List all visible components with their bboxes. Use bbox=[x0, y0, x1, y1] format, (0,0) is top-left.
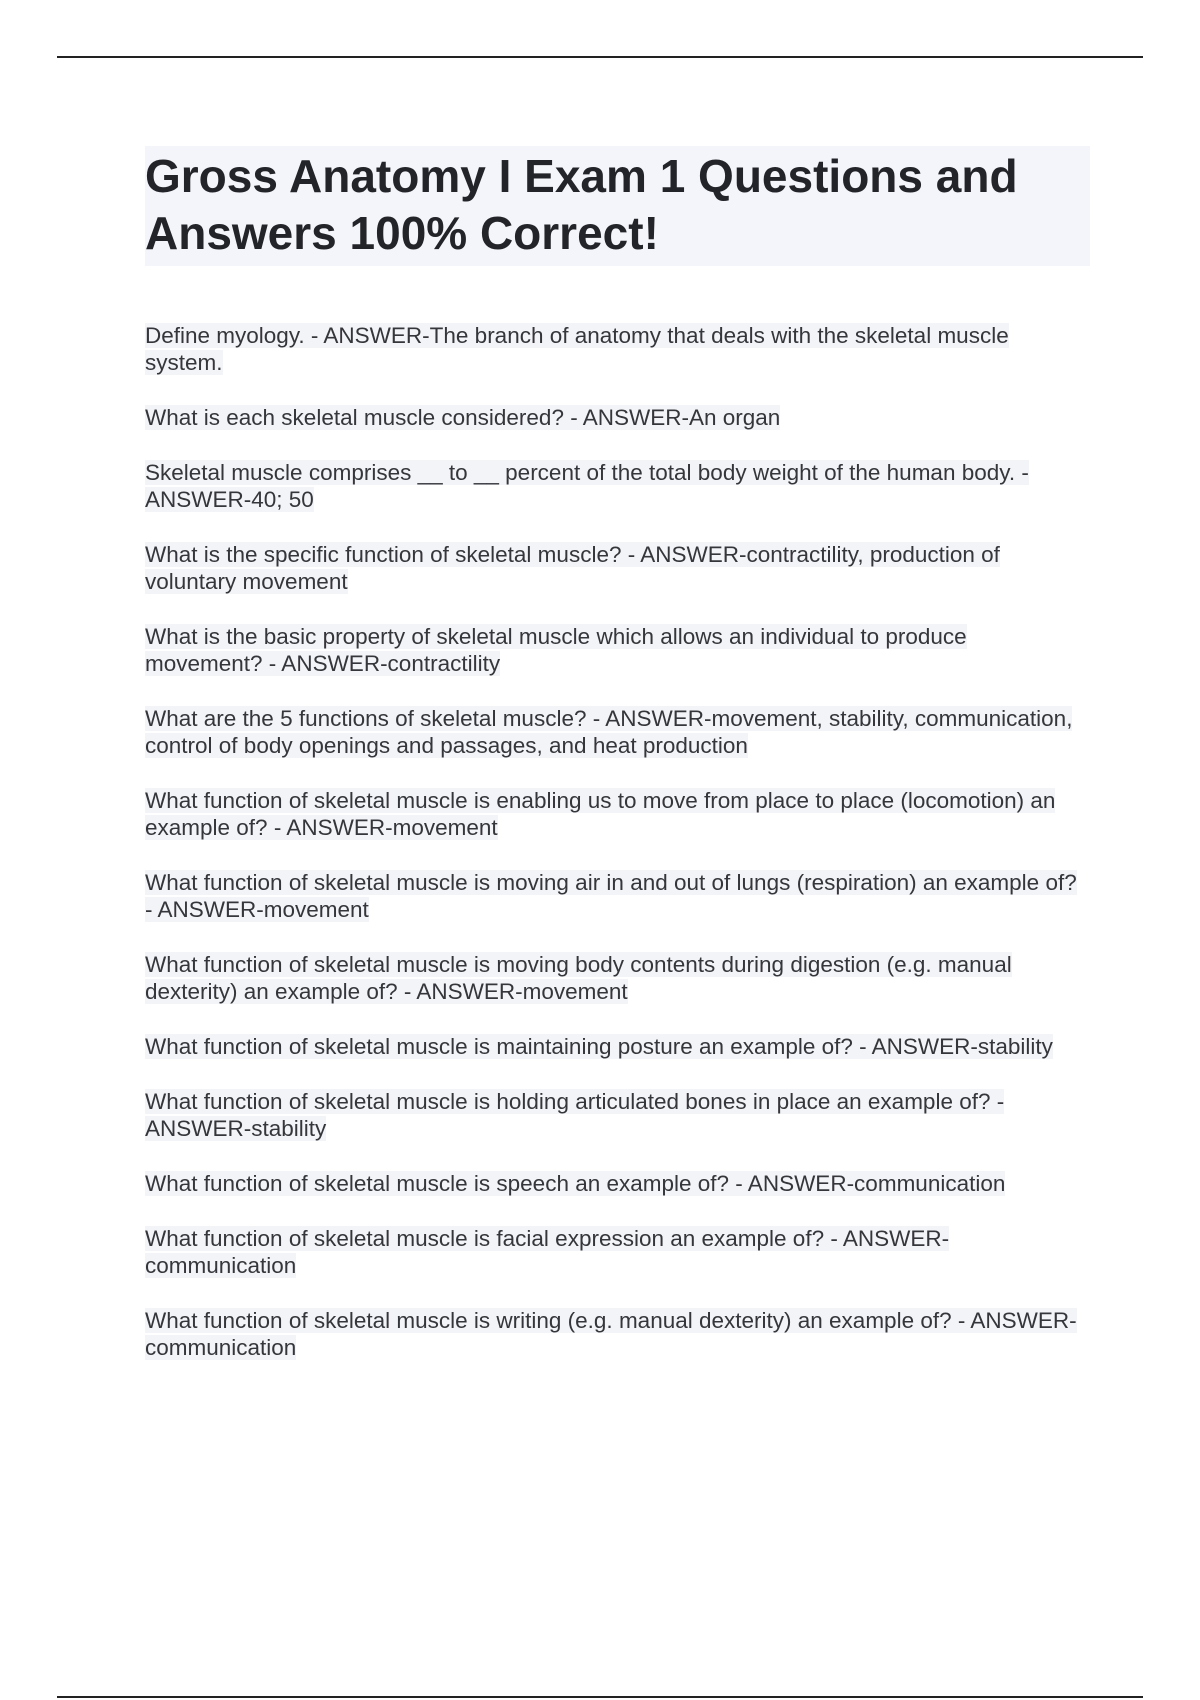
qa-item bbox=[145, 869, 1090, 923]
qa-item bbox=[145, 322, 1090, 376]
qa-text: What is each skeletal muscle considered? - ANSWER-An organ bbox=[145, 405, 781, 430]
document-body bbox=[145, 146, 1090, 1389]
qa-item bbox=[145, 951, 1090, 1005]
qa-item bbox=[145, 459, 1090, 513]
qa-item bbox=[145, 1033, 1090, 1060]
qa-item bbox=[145, 1170, 1090, 1197]
document-title: Gross Anatomy I Exam 1 Questions and Answers 100% Correct! bbox=[145, 146, 1090, 266]
qa-text: What function of skeletal muscle is maintaining posture an example of? - ANSWER-stability bbox=[145, 1034, 1053, 1059]
qa-text: Skeletal muscle comprises __ to __ percent of the total body weight of the human body. - ANSWER-40; 50 bbox=[145, 460, 1029, 512]
qa-text: What function of skeletal muscle is enabling us to move from place to place (locomotion) an example of? - ANSWER-movement bbox=[145, 788, 1056, 840]
qa-item bbox=[145, 1225, 1090, 1279]
qa-item bbox=[145, 1088, 1090, 1142]
qa-text: Define myology. - ANSWER-The branch of anatomy that deals with the skeletal muscle system. bbox=[145, 323, 1009, 375]
top-divider bbox=[57, 56, 1143, 58]
qa-text: What is the specific function of skeletal muscle? - ANSWER-contractility, production of voluntary movement bbox=[145, 542, 1000, 594]
qa-item bbox=[145, 541, 1090, 595]
qa-text: What function of skeletal muscle is writing (e.g. manual dexterity) an example of? - ANSWER-communication bbox=[145, 1308, 1077, 1360]
qa-text: What function of skeletal muscle is moving body contents during digestion (e.g. manual dexterity) an example of? - ANSWER-movement bbox=[145, 952, 1012, 1004]
qa-item bbox=[145, 1307, 1090, 1361]
qa-item bbox=[145, 787, 1090, 841]
qa-text: What are the 5 functions of skeletal muscle? - ANSWER-movement, stability, communication, control of body openings and passages, and heat production bbox=[145, 706, 1073, 758]
qa-item bbox=[145, 623, 1090, 677]
qa-text: What function of skeletal muscle is facial expression an example of? - ANSWER-communication bbox=[145, 1226, 950, 1278]
qa-text: What function of skeletal muscle is holding articulated bones in place an example of? - ANSWER-stability bbox=[145, 1089, 1005, 1141]
qa-item bbox=[145, 404, 1090, 431]
qa-text: What function of skeletal muscle is speech an example of? - ANSWER-communication bbox=[145, 1171, 1006, 1196]
qa-item bbox=[145, 705, 1090, 759]
qa-list bbox=[145, 322, 1090, 1361]
qa-text: What is the basic property of skeletal muscle which allows an individual to produce movement? - ANSWER-contractility bbox=[145, 624, 967, 676]
qa-text: What function of skeletal muscle is moving air in and out of lungs (respiration) an example of? - ANSWER-movement bbox=[145, 870, 1077, 922]
bottom-divider bbox=[57, 1696, 1143, 1698]
